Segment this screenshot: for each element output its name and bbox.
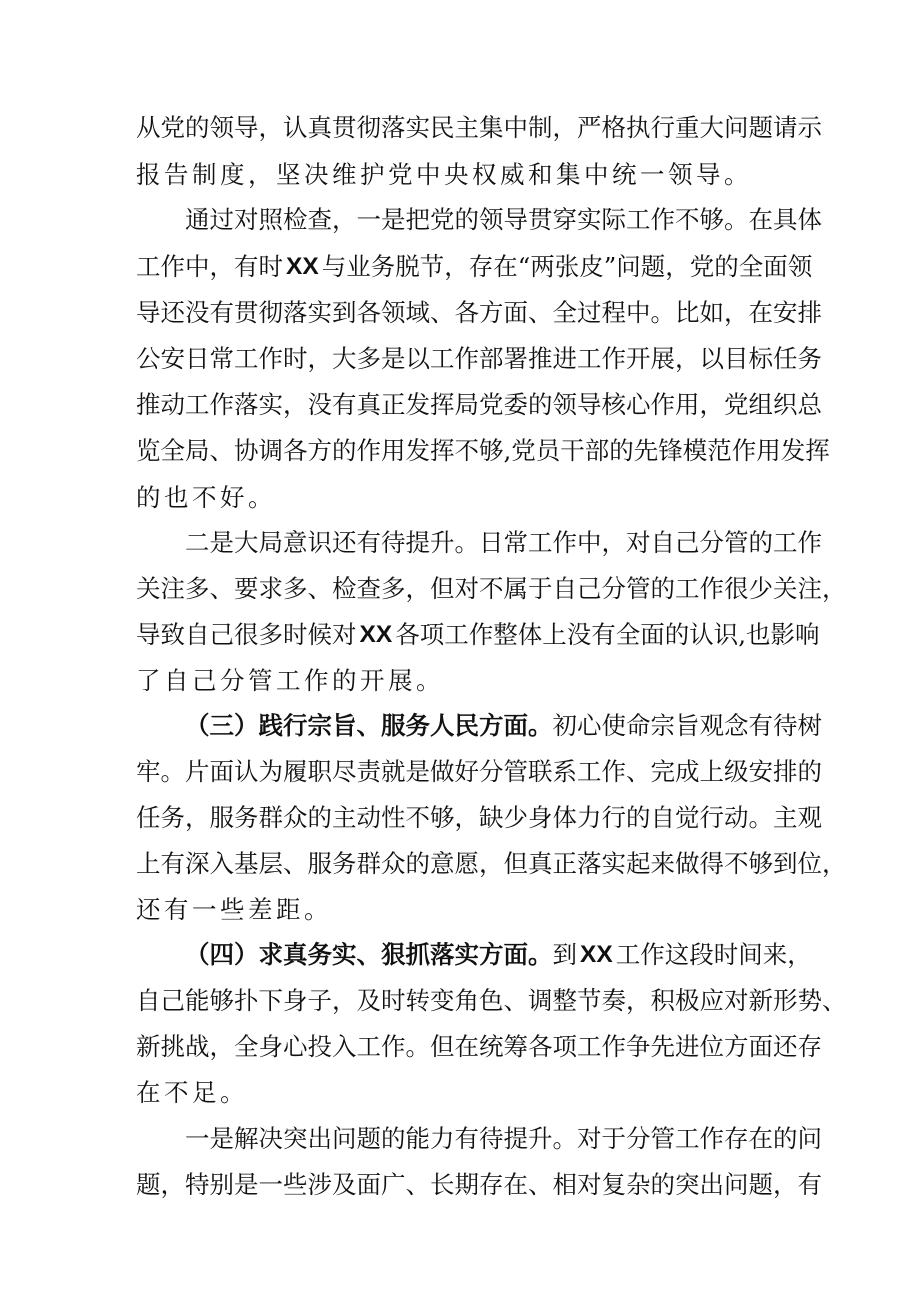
text-line: （ 四 ） 求 真 务 实 、 狠 抓 落 实 方 面 。 到 XX 工 作 这 段 时 间 来 ，: [185, 940, 812, 969]
text-line: 题 ， 特 别 是 一 些 涉 及 面 广 、 长 期 存 在 、 相 对 复 杂 的 突 出 问 题 ， 有: [136, 1170, 822, 1199]
text-line: 新 挑 战 ， 全 身 心 投 入 工 作 。 但 在 统 筹 各 项 工 作 争 先 进 位 方 面 还 存: [136, 1032, 822, 1061]
text-line: 工 作 中 ， 有 时 XX 与 业 务 脱 节 ， 存 在 “ 两 张 皮 ” 问 题 ， 党 的 全 面 领: [136, 252, 813, 281]
text-line: 公 安 日 常 工 作 时 ， 大 多 是 以 工 作 部 署 推 进 工 作 开 展 ， 以 目 标 任 务: [136, 344, 822, 373]
text-line: 通 过 对 照 检 查 ， 一 是 把 党 的 领 导 贯 穿 实 际 工 作 不 够 。 在 具 体: [185, 205, 822, 234]
text-line: 览 全 局 、 协 调 各 方 的 作 用 发 挥 不 够 , 党 员 干 部 的 先 锋 模 范 作 用 发 挥: [136, 436, 830, 465]
text-line: （ 三 ） 践 行 宗 旨 、 服 务 人 民 方 面 。 初 心 使 命 宗 旨 观 念 有 待 树: [185, 711, 822, 740]
text-line: 任 务 ， 服 务 群 众 的 主 动 性 不 够 ， 缺 少 身 体 力 行 的 自 觉 行 动 。 主 观: [136, 803, 822, 832]
text-line: 上 有 深 入 基 层 、 服 务 群 众 的 意 愿 ， 但 真 正 落 实 起 来 做 得 不 够 到 位 ，: [136, 849, 847, 878]
text-line: 在 不 足 。: [136, 1078, 245, 1107]
text-line: 自 己 能 够 扑 下 身 子 ， 及 时 转 变 角 色 、 调 整 节 奏 ， 积 极 应 对 新 形 势 、: [136, 986, 847, 1015]
text-line: 还 有 一 些 差 距 。: [136, 895, 329, 924]
text-line: 关 注 多 、 要 求 多 、 检 查 多 ， 但 对 不 属 于 自 己 分 管 的 工 作 很 少 关 注 ，: [136, 574, 847, 603]
text-line: 报 告 制 度 ， 坚 决 维 护 党 中 央 权 威 和 集 中 统 一 领 导 。: [136, 160, 749, 189]
text-line: 二 是 大 局 意 识 还 有 待 提 升 。 日 常 工 作 中 ， 对 自 己 分 管 的 工 作: [185, 528, 822, 557]
text-line: 牢 。 片 面 认 为 履 职 尽 责 就 是 做 好 分 管 联 系 工 作 、 完 成 上 级 安 排 的: [136, 757, 822, 786]
text-line: 从 党 的 领 导 ， 认 真 贯 彻 落 实 民 主 集 中 制 ， 严 格 执 行 重 大 问 题 请 示: [136, 113, 822, 142]
text-line: 导 还 没 有 贯 彻 落 实 到 各 领 域 、 各 方 面 、 全 过 程 中 。 比 如 ， 在 安 排: [136, 298, 822, 327]
text-line: 导 致 自 己 很 多 时 候 对 XX 各 项 工 作 整 体 上 没 有 全 面 的 认 识 , 也 影 响: [136, 620, 820, 649]
text-line: 的 也 不 好 。: [136, 483, 273, 512]
text-line: 一 是 解 决 突 出 问 题 的 能 力 有 待 提 升 。 对 于 分 管 工 作 存 在 的 问: [185, 1124, 822, 1153]
text-line: 推 动 工 作 落 实 ， 没 有 真 正 发 挥 局 党 委 的 领 导 核 心 作 用 ， 党 组 织 总: [136, 390, 822, 419]
text-line: 了 自 己 分 管 工 作 的 开 展 。: [136, 666, 441, 695]
